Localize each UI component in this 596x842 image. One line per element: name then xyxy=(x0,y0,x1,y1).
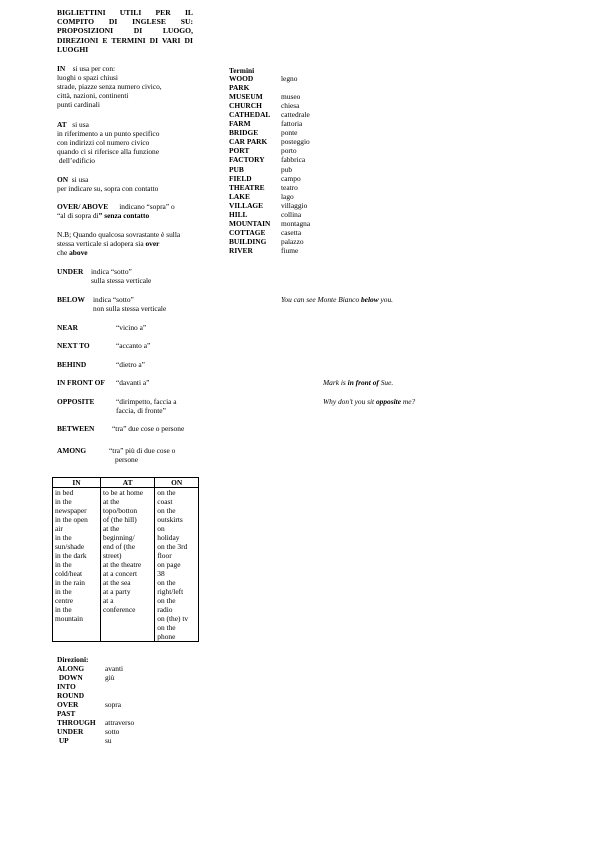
preposition-meaning: “tra” più di due cose o xyxy=(109,446,176,455)
example-text: Mark is xyxy=(323,378,348,387)
term-row xyxy=(229,74,297,83)
table-cell-line: at a xyxy=(103,596,114,605)
direction-row xyxy=(57,691,105,700)
table-cell-line: in the xyxy=(55,533,72,542)
table-cell-line: on xyxy=(157,524,165,533)
table-cell-line: at a concert xyxy=(103,569,138,578)
table-cell-line: phone xyxy=(157,632,176,641)
example-in-front-of xyxy=(323,378,393,387)
preposition-label: UNDER xyxy=(57,267,84,276)
term-italian: porto xyxy=(281,146,297,156)
table-cell-line: air xyxy=(55,524,63,533)
preposition-meaning: “dietro a” xyxy=(116,360,145,369)
table-cell-line: to be at home xyxy=(103,488,144,497)
at-block xyxy=(57,120,217,165)
term-italian: casetta xyxy=(281,227,302,237)
preposition-in-front-of xyxy=(57,378,150,387)
direction-row xyxy=(57,736,112,745)
preposition-below xyxy=(57,295,167,313)
table-cell-line: on the xyxy=(157,506,176,515)
preposition-meaning: “davanti a” xyxy=(116,378,150,387)
table-cell-line: at the theatre xyxy=(103,560,142,569)
table-cell-line: in the dark xyxy=(55,551,87,560)
preposition-label: BELOW xyxy=(57,295,85,304)
term-row xyxy=(229,192,294,201)
example-text: You can see Monte Bianco xyxy=(281,295,361,304)
example-bold: below xyxy=(360,295,379,304)
term-row xyxy=(229,110,310,119)
term-italian: posteggio xyxy=(281,137,310,147)
over-above-line-bold: ” senza contatto xyxy=(98,211,150,220)
table-cell-line: cold/heat xyxy=(55,569,83,578)
term-italian: fattoria xyxy=(281,119,303,129)
table-cell-line: on the xyxy=(157,488,176,497)
direction-italian: giù xyxy=(105,673,115,683)
in-line: città, nazioni, continenti xyxy=(57,91,129,100)
in-intro: si usa per con: xyxy=(72,64,116,73)
table-header-in: IN xyxy=(53,478,101,488)
direction-english: INTO xyxy=(57,682,76,692)
direction-italian: sotto xyxy=(105,727,120,737)
preposition-next-to xyxy=(57,341,151,350)
in-line: strade, piazze senza numero civico, xyxy=(57,82,162,91)
direction-row xyxy=(57,664,123,673)
preposition-meaning: non sulla stessa verticale xyxy=(93,304,167,313)
direction-row xyxy=(57,727,119,736)
table-cell-line: in the xyxy=(55,587,72,596)
term-row xyxy=(229,101,299,110)
table-cell-line: at a party xyxy=(103,587,131,596)
term-row xyxy=(229,228,301,237)
table-cell-line: conference xyxy=(103,605,136,614)
term-english: PUB xyxy=(229,164,244,174)
term-english: PARK xyxy=(229,83,250,93)
table-cell-line: centre xyxy=(55,596,74,605)
preposition-between xyxy=(57,424,185,433)
preposition-label: IN FRONT OF xyxy=(57,378,105,387)
preposition-label: OPPOSITE xyxy=(57,397,95,406)
at-intro: si usa xyxy=(72,120,89,129)
direction-row xyxy=(57,700,121,709)
table-cell-line: at the sea xyxy=(103,578,131,587)
term-row xyxy=(229,83,281,92)
in-line: luoghi o spazi chiusi xyxy=(57,73,118,82)
term-english: CHURCH xyxy=(229,101,262,111)
term-row xyxy=(229,146,297,155)
table-cell-line: at the xyxy=(103,524,120,533)
table-cell-line: sun/shade xyxy=(55,542,85,551)
table-cell-line: of (the hill) xyxy=(103,515,137,524)
term-italian: palazzo xyxy=(281,236,304,246)
term-row xyxy=(229,119,302,128)
term-english: MOUNTAIN xyxy=(229,218,271,228)
term-row xyxy=(229,201,307,210)
term-row xyxy=(229,210,301,219)
example-below xyxy=(281,295,393,304)
preposition-meaning: indica “sotto” xyxy=(93,295,134,304)
term-row xyxy=(229,237,304,246)
preposition-meaning: “accanto a” xyxy=(116,341,151,350)
table-cell-line: on the xyxy=(157,596,176,605)
term-english: HILL xyxy=(229,209,248,219)
direction-italian: su xyxy=(105,736,112,746)
table-cell-line: newspaper xyxy=(55,506,87,515)
table-cell-line: in the xyxy=(55,497,72,506)
table-cell-line: beginning/ xyxy=(103,533,135,542)
term-italian: cattedrale xyxy=(281,110,310,120)
over-above-label: OVER/ ABOVE xyxy=(57,202,109,211)
term-row xyxy=(229,219,310,228)
term-italian: teatro xyxy=(281,182,298,192)
preposition-behind xyxy=(57,360,145,369)
table-cell-line: on the 3rd xyxy=(157,542,188,551)
term-english: VILLAGE xyxy=(229,200,264,210)
prepositions-table xyxy=(52,477,199,642)
preposition-meaning: indica “sotto” xyxy=(91,267,132,276)
preposition-label: NEXT TO xyxy=(57,341,90,350)
term-row xyxy=(229,92,300,101)
term-row xyxy=(229,183,298,192)
term-italian: legno xyxy=(281,74,298,83)
nb-above: above xyxy=(69,248,88,257)
preposition-among xyxy=(57,446,176,464)
direction-italian: avanti xyxy=(105,664,124,673)
table-cell-line: in the xyxy=(55,605,72,614)
table-cell-line: outskirts xyxy=(157,515,183,524)
table-cell-line: holiday xyxy=(157,533,180,542)
term-english: WOOD xyxy=(229,74,254,83)
directions-heading: Direzioni: xyxy=(57,655,89,664)
term-english: LAKE xyxy=(229,191,250,201)
term-english: FIELD xyxy=(229,173,252,183)
over-above-line: “al di sopra di xyxy=(57,211,99,220)
table-cell-line: 38 xyxy=(157,569,165,578)
nb-line: che xyxy=(57,248,70,257)
nb-over: over xyxy=(145,239,160,248)
term-english: RIVER xyxy=(229,245,253,255)
term-english: CAR PARK xyxy=(229,137,268,147)
example-text: Why don’t you sit xyxy=(323,397,376,406)
preposition-near xyxy=(57,323,147,332)
in-block xyxy=(57,64,217,109)
term-english: THEATRE xyxy=(229,182,265,192)
at-line: dell’edificio xyxy=(57,156,95,165)
direction-row xyxy=(57,709,105,718)
direction-english: UP xyxy=(57,736,69,746)
on-label: ON xyxy=(57,175,69,184)
on-intro: si usa xyxy=(71,175,89,184)
example-bold: in front of xyxy=(347,378,379,387)
direction-english: DOWN xyxy=(57,673,83,683)
preposition-meaning: sulla stessa verticale xyxy=(91,276,152,285)
direction-english: PAST xyxy=(57,709,76,719)
preposition-meaning: “tra” due cose o persone xyxy=(112,424,185,433)
direction-english: ROUND xyxy=(57,691,85,701)
over-above-intro: indicano “sopra” o xyxy=(119,202,175,211)
term-italian: chiesa xyxy=(281,101,300,111)
term-row xyxy=(229,174,301,183)
table-cell-line: on (the) tv xyxy=(157,614,189,623)
direction-italian: attraverso xyxy=(105,718,135,728)
table-cell-line: in the open xyxy=(55,515,88,524)
table-cell-line: coast xyxy=(157,497,173,506)
term-italian: fabbrica xyxy=(281,155,306,165)
table-cell-line: mountain xyxy=(55,614,83,623)
example-text: me? xyxy=(401,397,416,406)
table-cell-line: in the xyxy=(55,560,72,569)
in-label: IN xyxy=(57,64,66,73)
table-cell-line: right/left xyxy=(157,587,184,596)
direction-row xyxy=(57,682,105,691)
at-line: in riferimento a un punto specifico xyxy=(57,129,160,138)
direction-row xyxy=(57,718,134,727)
table-cell-line: street) xyxy=(103,551,122,560)
in-line: punti cardinali xyxy=(57,100,100,109)
direction-italian: sopra xyxy=(105,700,122,710)
table-cell-line: radio xyxy=(157,605,173,614)
term-row xyxy=(229,137,310,146)
example-text: Sue. xyxy=(378,378,394,387)
term-italian: ponte xyxy=(281,128,298,138)
table-cell-line: at the xyxy=(103,497,120,506)
preposition-opposite xyxy=(57,397,177,415)
at-label: AT xyxy=(57,120,67,129)
preposition-meaning: “dirimpetto, faccia a xyxy=(116,397,177,406)
term-english: COTTAGE xyxy=(229,227,266,237)
direction-english: UNDER xyxy=(57,727,84,737)
term-english: PORT xyxy=(229,146,250,156)
over-above-block xyxy=(57,202,227,220)
term-english: CATHEDAL xyxy=(229,110,271,120)
example-opposite xyxy=(323,397,415,406)
direction-english: OVER xyxy=(57,700,79,710)
preposition-under xyxy=(57,267,152,285)
terms-heading: Termini xyxy=(229,66,255,75)
term-english: FACTORY xyxy=(229,155,265,165)
at-line: con indirizzi col numero civico xyxy=(57,138,150,147)
term-italian: villaggio xyxy=(281,200,308,210)
nb-line: N.B; Quando qualcosa sovrastante è sulla xyxy=(57,230,181,239)
table-cell-line: on the xyxy=(157,623,176,632)
document-title: BIGLIETTINI UTILI PER IL COMPITO DI INGLESE SU: PROPOSIZIONI DI LUOGO, DIREZIONI E TERMINI DI VARI DI LUOGHI xyxy=(57,8,193,54)
table-cell-at xyxy=(101,488,155,642)
example-text: you. xyxy=(378,295,394,304)
term-english: BRIDGE xyxy=(229,128,259,138)
preposition-label: AMONG xyxy=(57,446,87,455)
term-italian: fiume xyxy=(281,245,299,255)
preposition-label: BEHIND xyxy=(57,360,87,369)
direction-english: THROUGH xyxy=(57,718,96,728)
on-line: per indicare su, sopra con contatto xyxy=(57,184,159,193)
table-header-on: ON xyxy=(155,478,199,488)
on-block xyxy=(57,175,217,193)
preposition-meaning: “vicino a” xyxy=(116,323,147,332)
term-italian: museo xyxy=(281,92,301,102)
term-english: FARM xyxy=(229,119,251,129)
term-english: BUILDING xyxy=(229,236,267,246)
at-line: quando ci si riferisce alla funzione xyxy=(57,147,159,156)
table-cell-line: on page xyxy=(157,560,181,569)
term-row xyxy=(229,246,298,255)
direction-english: ALONG xyxy=(57,664,85,673)
table-header-at: AT xyxy=(101,478,155,488)
nb-line: stessa verticale si adopera sia xyxy=(57,239,146,248)
term-italian: montagna xyxy=(281,218,311,228)
term-row xyxy=(229,128,297,137)
term-english: MUSEUM xyxy=(229,92,263,102)
nb-block xyxy=(57,230,227,257)
table-cell-on xyxy=(155,488,199,642)
table-cell-line: in bed xyxy=(55,488,74,497)
term-row xyxy=(229,165,292,174)
table-cell-line: in the rain xyxy=(55,578,85,587)
table-cell-line: on the xyxy=(157,578,176,587)
table-cell-line: floor xyxy=(157,551,172,560)
example-bold: opposite xyxy=(375,397,402,406)
term-italian: collina xyxy=(281,209,302,219)
table-row xyxy=(53,488,199,642)
preposition-label: BETWEEN xyxy=(57,424,95,433)
preposition-meaning: faccia, di fronte” xyxy=(116,406,166,415)
table-cell-line: topo/botton xyxy=(103,506,138,515)
preposition-label: NEAR xyxy=(57,323,78,332)
direction-row xyxy=(57,673,114,682)
table-cell-in xyxy=(53,488,101,642)
preposition-meaning: persone xyxy=(115,455,138,464)
table-cell-line: end of (the xyxy=(103,542,136,551)
term-italian: pub xyxy=(281,164,293,174)
table-header-row xyxy=(53,478,199,488)
term-italian: lago xyxy=(281,191,294,201)
term-italian: campo xyxy=(281,173,301,183)
term-row xyxy=(229,155,305,164)
